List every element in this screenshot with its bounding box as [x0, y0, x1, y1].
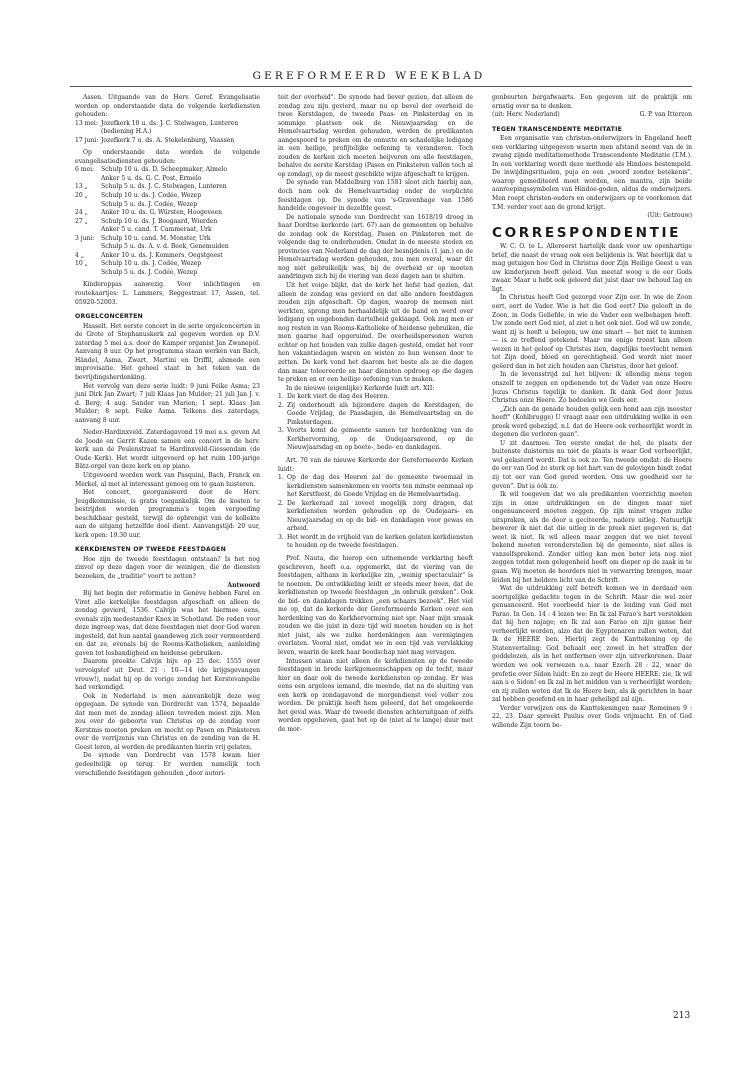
paragraph: In Christus heeft God gezorgd voor Zijn eer. In wie de Zoon eert, eert de Vader. Wie is het die God eert? Die gelooft in de Zoon, in Gods Geliefde, in wie de Vader een welbehagen heeft. Uw zonde eert God niet, al ziet u het ook niet. God wil uw zonde, want zij is heeft u belogen, uw ene smart — het niet te kunnen — is zo treffend getekend. Maar uw enige troost kan alleen wezen in het geloof op Christus zien, dagelijks toevlucht nemen tot Zijn dood, bloed en gerechtigheid. God wordt niet meer geëerd dan in het zich houden aan Christus, door het geloof. — [492, 294, 692, 370]
paragraph: genbeurten bergafwaarts. Een gegeven uit de praktijk om ernstig over na te denken. — [492, 94, 692, 110]
author-credit: G. P. van Itterzon — [639, 111, 692, 119]
list-item: 4 „ Anker 10 u. ds. J. Kommers, Oegstgeest — [75, 251, 223, 259]
source-credit: (uit: Herv. Nederland) — [492, 111, 560, 119]
paragraph: De nationale synode van Dordrecht van 1618/19 droeg in haar Dordtse kerkorde (art. 67) aan de gemeenten op behalve de zondag ook de Kerstdag, Pasen en Pinksteren met de volgende dag te onderhouden. Omdat in de meeste steden en provincies van Nederland de dag der besnijdenis (1 jan.) en de Hemelvaartsdag werden gehouden, zou men overal, waar dit nog niet gebruikelijk was, bij de overheid er op moeten aandringen zich bij de viering van deze dagen aan te sluiten. — [278, 213, 473, 281]
paragraph: Daarom preekte Calvijn bijv. op 25 dec. 1555 over vervolgstof uit Deut. 21 : 10—14 (de krijgsgevangen vrouw!), nadat hij op de vorige zondag het Kerstevangelie had verkondigd. — [75, 658, 260, 692]
paragraph: „Zich aan de genade houden gelijk een hond aan zijn meester heeft" (Kohlbrugge) U vraagt naar een uitdrukking welke in een preek werd gebezigd, n.l. dat de Heere ook verheerlijkt wordt in degenen die verloren gaan". — [492, 405, 692, 439]
list-item: 20 „ Schulp 10 u. ds. J. Codée, Wezep — [75, 192, 202, 200]
answer-label: Antwoord — [227, 581, 260, 589]
list-item: Anker 5 u. ds. G. C. Post, Ermelo — [101, 174, 202, 182]
list-item: Schulp 5 u. ds. J. Codée, Wezep — [101, 268, 198, 276]
paragraph: In de nieuwe (eigenlijke) Kerkorde luidt art. XII: — [286, 384, 435, 392]
evangelisation-intro: Op onderstaande data worden de volgende evangelisatiediensten gehouden: — [75, 149, 260, 165]
list-item: Anker 5 u. cand. T. Cammeraat, Urk — [101, 226, 212, 234]
list-item: 3. Het wordt in de vrijheid van de kerken gelaten kerkdiensten te houden op de tweede feestdagen. — [278, 533, 473, 550]
paragraph: De synode van Dordrecht van 1578 kwam hier gedeeltelijk op terug. Er werden namelijk toch verschillende feestdagen gehouden „door autori- — [75, 752, 260, 777]
list-item: 1. Op de dag des Heeren zal de gemeente tweemaal in kerkdiensten samenkomen en voorts ten minste eenmaal op het Kerstfeest, de Goede Vrijdag en de Hemelvaartsdag. — [278, 474, 473, 499]
section-heading-meditatie: TEGEN TRANSCENDENTE MEDITATIE — [492, 125, 623, 133]
evangelisation-dates-list — [75, 166, 260, 277]
source-credit: (Uit: Getrouw) — [647, 212, 692, 220]
assen-intro: Assen. Uitgaande van de Herv. Geref. Evangelisatie worden op onderstaande data de volgende kerkdiensten gehouden: — [75, 94, 260, 119]
list-item: 3 juni: Schulp 10 u. cand. M. Monster, Urk — [75, 234, 211, 242]
signature-line — [492, 111, 692, 120]
running-header: GEREFORMEERD WEEKBLAD — [252, 70, 486, 82]
paragraph: teit der overheid". De synode had liever gezien, dat alleen de zondag zou zijn gevierd, maar nu op bevel der overheid de twee Kerstdagen, de tweede Paas- en Pinksterdag en in sommige plaatsen ook de Nieuwjaarsdag en de Hemelvaartsdag werden gehouden, werden de predikanten aangespoord te preken om de onnutte en schadelijke ledigang in een heilige, profijtelijke oefening te veranderen. Toch zouden de kerken zich moeten beijveren om alle feestdagen, behalve de eerste Kerstdag (Pasen en Pinksteren vallen toch al op zondag), op de meest geschikte wijze afgeschaft te krijgen. — [278, 94, 473, 178]
list-item: 13 „ Schulp 5 u. ds. J. C. Stelwagen, Lunteren — [75, 183, 227, 191]
paragraph: De synode van Middelburg van 1581 sloot zich hierbij aan, doch nam ook de Hemelvaartsdag onder de verplichte feestdagen op. De synode van 's-Gravenhage van 1586 handelde ongeveer in dezelfde geest. — [278, 179, 473, 213]
paragraph: Het concert, georganiseerd door de Herv. Jeugdkommissie, is gratis toegankelijk. Om de kosten te bestrijden worden programma's tegen vergoeding beschikbaar gesteld, terwijl de opbrengst van de kollekte aan de uitgang hetzelfde doel dient. Aanvangstijd: 20 uur, kerk open: 19.30 uur. — [75, 489, 260, 539]
column-middle — [278, 94, 473, 734]
list-item: Schulp 5 u. ds. J. Codée, Wezep — [101, 200, 198, 208]
paragraph: In de levensstrijd zal het blijven: ik ellendig mens tegen onszelf te zeggen en opdienende tot de Vader van onze Heere Jezus Christus tegelijk te danken. Ik dank God door Jezus Christus onze Heere. Zo bedoelen we Gods eer. — [492, 371, 692, 405]
list-item: 24 „ Anker 10 u. ds. G. Würsten, Hoogeveen — [75, 209, 223, 217]
paragraph: Een organisatie van christen-onderwijzers in Engeland heeft een verklaring uitgegeven waarin men afstand neemt van de in zwang zijnde meditatiemethode Transcendente Meditatie (T.M.). In een verklaring wordt deze methode als Hindoes bestempeld. De inwijdingsrituelen, puja en een „woord zonder betekenis", waarop gemediteerd moet worden, een mantra, zijn beide aanroepingssymbolen van Hindoe-goden, aldus de onderwijzers. Men roept christen-ouders en onderwijzers op te voorkomen dat T.M. verder voet aan de grond krijgt. — [492, 135, 692, 211]
paragraph: Verder verwijzen ons de Kanttekeningen naar Romeinen 9 : 22, 23. Daar spreekt Paulus over Gods vrijmacht. En of God willende Zijn toorn be- — [492, 704, 692, 729]
list-item: 3. Voorts komt de gemeente samen ter herdenking van de Kerkhervorming, op de Oudejaarsavond, op de Nieuwjaarsdag en op boete-, bede- en dankdagen. — [278, 427, 473, 452]
paragraph: Prof. Nauta, die hierop een uitnemende verklaring heeft geschreven, heeft o.a. opgemerkt, dat de viering van de feestdagen, althans in kerkelijke zin, „weinig spectaculair" is te noemen. De ontwikkeling leidt er steeds meer heen, dat de kerkdiensten op tweede feestdagen „in onbruik geraken". Ook de bid- en dankdagen trekken „een schaars bezoek". Het viel me op, dat de kerkorde der Gereformeerde Kerken over een herdenking van de Kerkhervorming niet spr. Naar mijn smaak zouden we die juist in deze tijd wél moeten houden en is het niet juist, als we zulke herdenkingen aan verenigingen overlaten. Vooral niet, omdat we in een tijd van vervlakking leven, waarin de kerk haar boodschap niet mag vervagen. — [278, 554, 473, 656]
list-item: 27 „ Schulp 10 u. ds. J. Boogaard, Wierden — [75, 217, 218, 225]
paragraph: U zit daarmee. Ten eerste omdat de hel, de plaats der buitenste duisternis nu niet de plaats is waar God verheerlijkt, wel gelasterd wordt. Dat is ook zo. Ten tweede omdat: de Heere de eer van God zo sterk op het hart van de gelovigen bindt zodat zij tot eer van God gered worden. Ons uw goedheid eer te geven". Dat is óók zo. — [492, 439, 692, 490]
list-item: 2. Zij onderhoudt als bijzondere dagen de Kerstdagen, de Goede Vrijdag, de Paasdagen, de Hemelvaartsdag en de Pinksterdagen. — [278, 401, 473, 426]
header-rule — [70, 86, 692, 87]
paragraph: Uitgevoerd worden werk van Pasquini, Bach, Franck en Merkel, al met al interessant genoeg om te gaan luisteren. — [75, 471, 260, 488]
paragraph: W. C. O. te L. Allereerst hartelijk dank voor uw openhartige brief, die naast de vraag ook een belijdenis is. Wat heerlijk dat u mag getuigen hoe God in Christus door Zijn Heilige Geest u van uw kinderjaren heeft geleid. Van meetaf woog u de eer Gods zwaar. Maar u hebt ook geleerd dat juist daar uw behoud lag en ligt. — [492, 243, 692, 293]
section-heading-orgelconcerten: ORGELCONCERTEN — [75, 313, 143, 321]
kerkorde-art12-list — [278, 393, 473, 453]
paragraph: Wat de uitdrukking zelf betreft komen we in derdaad een soortgelijke gedachte tegen in de Schrift. Maar die wel zeer genuanceerd. Het voorbeeld hier is de leiding van God met Farao. In Gen. 14 : 4 lezen we: En Ik zal Farao's hart verstokken dat hij hen najage; en Ik zal aan Farao en zijn ganse heir verheerlijkt worden, alzo dat de Egyptenaren zullen weten, dat Ik de HEERE ben. Hierbij zegt de Kanttekening op de Statenvertaling: God behaalt eer, zowel in het straffen der goddelozen, als in het ontfermen over zijn uitverkorenen. Daar worden we ook verwezen o.a. naar Ezech 28 : 22, waar de profetie over Sidon luidt: En zo zegt de Heere HEERE: zie, Ik wil aan u o Sidon! en Ik zal in het midden van u verheerlijkt worden; en zij zullen weten dat Ik de Heere ben, als ik gerichten in haar zal hebben geoefend en in haar geheiligd zal zijn. — [492, 585, 692, 704]
paragraph: Hasselt. Het eerste concert in de serie orgelconcerten in de Grote of Stephanuskerk zal gegeven worden op D.V. zaterdag 5 mei a.s. door de Kamper organist Jan Zwanepol. Aanvang 8 uur. Op het programma staan werken van Bach, Händel, Asma, Zwart, Martini en Driffil, alsmede een improvisatie. Het geheel staat in het teken van de bevrijdingsherdenking. — [75, 322, 260, 381]
kerkorde-art70-list — [278, 474, 473, 551]
list-item: 13 mei: Jozefkerk 10 u. ds. J. C. Stelwagen, Lunteren (bediening H.A.) — [75, 119, 239, 136]
paragraph: Ik wil toegeven dat we als predikanten voorzichtig moeten zijn in onze uitdrukkingen en de dingen maar niet ongenuanceerd moeten zeggen. Op zijn minst vragen zulke uitspraken, als de door u geciteerde, nadere uitleg. Natuurlijk bewerer ik niet dat die uitleg in de preek niet gegeven is, dat weet ik niet. Ik wil alleen maar zeggen dat we niet teveel bekend moeten veronderstellen bij de gemeente, niet alles is vanzelfsprekend. Zonder uitleg kan men beter iets nog niet zeggen totdat men gelegenheid heeft om dieper op de zaak in te gaan. Wij moeten de hoorders niet in verwarring brengen, maar leiden bij het heldere licht van de Schrift. — [492, 491, 692, 584]
column-left — [75, 94, 260, 778]
paragraph: Bij het begin der reformatie in Genève hebben Farel en Viret alle kerkelijke feestdagen afgeschaft en alleen de zondag gevierd, 1536. Calvijn was het hiermee eens, evenals zijn medestander Knox in Schotland. De reden voor deze ingreep was, dat deze feestdagen niet door God waren ingesteld, dat hun aantal gaandeweg zich zeer vermeerderd en dat ze, evenals bij de Rooms-Katholieken, aanleiding gaven tot losbandigheid en heidense gebruiken. — [75, 590, 260, 657]
question: Hoe zijn de tweede feestdagen ontstaan? Is het nog zinvol op deze dagen voor de weinigen, die de diensten bezoeken, de „traditie" voort te zetten? — [75, 555, 260, 580]
paragraph: Het vervolg van deze serie luidt: 9 juni Feike Asma; 23 juni Dirk Jan Zwart; 7 juli Klaas Jan Mulder; 21 juli Jan J. v. d. Berg; 4 aug. Sander van Marion; 1 sept. Klaas Jan Mulder; 8 sept. Feike Asma. Telkens des zaterdags, aanvang 8 uur. — [75, 382, 260, 424]
list-item: 2. De kerkeraad zal zoveel mogelijk zorg dragen, dat kerkdiensten worden gehouden op de Oudejaars- en Nieuwjaarsdag en op de bid- en dankdagen voor gewas en arbeid. — [278, 499, 473, 533]
list-item: 10 „ Schulp 10 u. ds. J. Codée, Wezep — [75, 260, 202, 268]
paragraph: Art. 70 van de nieuwe Kerkorde der Gereformeerde Kerken luidt: — [278, 456, 473, 473]
page-number: 213 — [673, 1011, 691, 1021]
paragraph: Uit het voige blijkt, dat de kerk het liefst had gezien, dat alleen de zondag was gevierd en dat alle andere feestdagen zouden zijn afgeschaft. Op dagen, waarop de mensen niet werkten, sprong men herhaaldelijk uit de band en werd over ledigang en ongebonden dartelheid geklaagd. Ook zag men er nog resten in van Rooms-Katholieke of heidense gebruiken, die men gaarne had opgeruimd. De overheidspersonen waren echter op het houden van zulke dagen gesteld, omdat het voor hen vakantiedagen waren en wisten zo hun wensen door te zetten. De kerk vond het daarom het beste als ze die dagen dan maar toleereerde en haar diensten opdroeg op die dagen te preken en er een heilige oefening van te maken. — [278, 282, 473, 384]
paragraph: Neder-Hardinxveld. Zaterdagavond 19 mei a.s. geven Ad de Joode en Gerrit Kazen samen een concert in de herv. kerk aan de Peulenstraat te Hardinxveld-Giessendam (de Oude Kerk). Het wordt uitgevoerd op het ruim 100-jarige Bätz-orgel van deze kerk en op piano. — [75, 429, 260, 471]
column-right — [492, 94, 692, 730]
section-heading-kerkdiensten: KERKDIENSTEN OP TWEEDE FEESTDAGEN — [75, 546, 226, 554]
kinderoppas-note: Kinderoppas aanwezig. Voor inlichtingen en routekaartjes: L. Lammers, Reggestraat 17, Assen, tel. 05920-52003. — [75, 281, 260, 306]
paragraph: Intussen staan niet alleen de kerkdiensten op de tweede feestdagen in brede kerkgemeenschappen op de tocht, maar hier en daar ook de tweede kerkdiensten op zondag. Er was eens een argeloos iemand, die meende, dat na de sluiting van een kerk op zondagavond de morgendienst veel voller zou worden. De praktijk heeft hem geleerd, dat het omgekeerde het geval was. Waar de tweede diensten achteruitgaan of zelfs worden opgeheven, gaat het op de (niet al te lange) duur met de mor- — [278, 657, 473, 733]
correspondentie-heading: CORRESPONDENTIE — [492, 224, 682, 241]
service-dates-list — [75, 120, 260, 146]
list-item: Schulp 5 u. ds. A. v. d. Beek, Genemuiden — [101, 243, 229, 251]
list-item: 17 juni: Jozefkerk 7 u. ds. A. Stekelenburg, Vaassen — [75, 136, 235, 144]
list-item: 1. De kerk viert de dag des Heeren. — [278, 393, 390, 401]
list-item: 6 mei: Schulp 10 u. ds. D. Scheepmaker, Almelo — [75, 166, 227, 174]
paragraph: Ook in Nederland is men aanvankelijk deze weg opgegaan. De synode van Dordrecht van 1574, bepaalde dat men met de zondag alleen tevreden moest zijn. Men zou over de geboorte van Christus op de zondag voor Kerstmis moeten preken en mocht op Pasen en Pinksteren over de verrijzenis van Christus en de zending van de H. Geest leren, al werden de predikanten hierin vrij gelaten. — [75, 692, 260, 751]
